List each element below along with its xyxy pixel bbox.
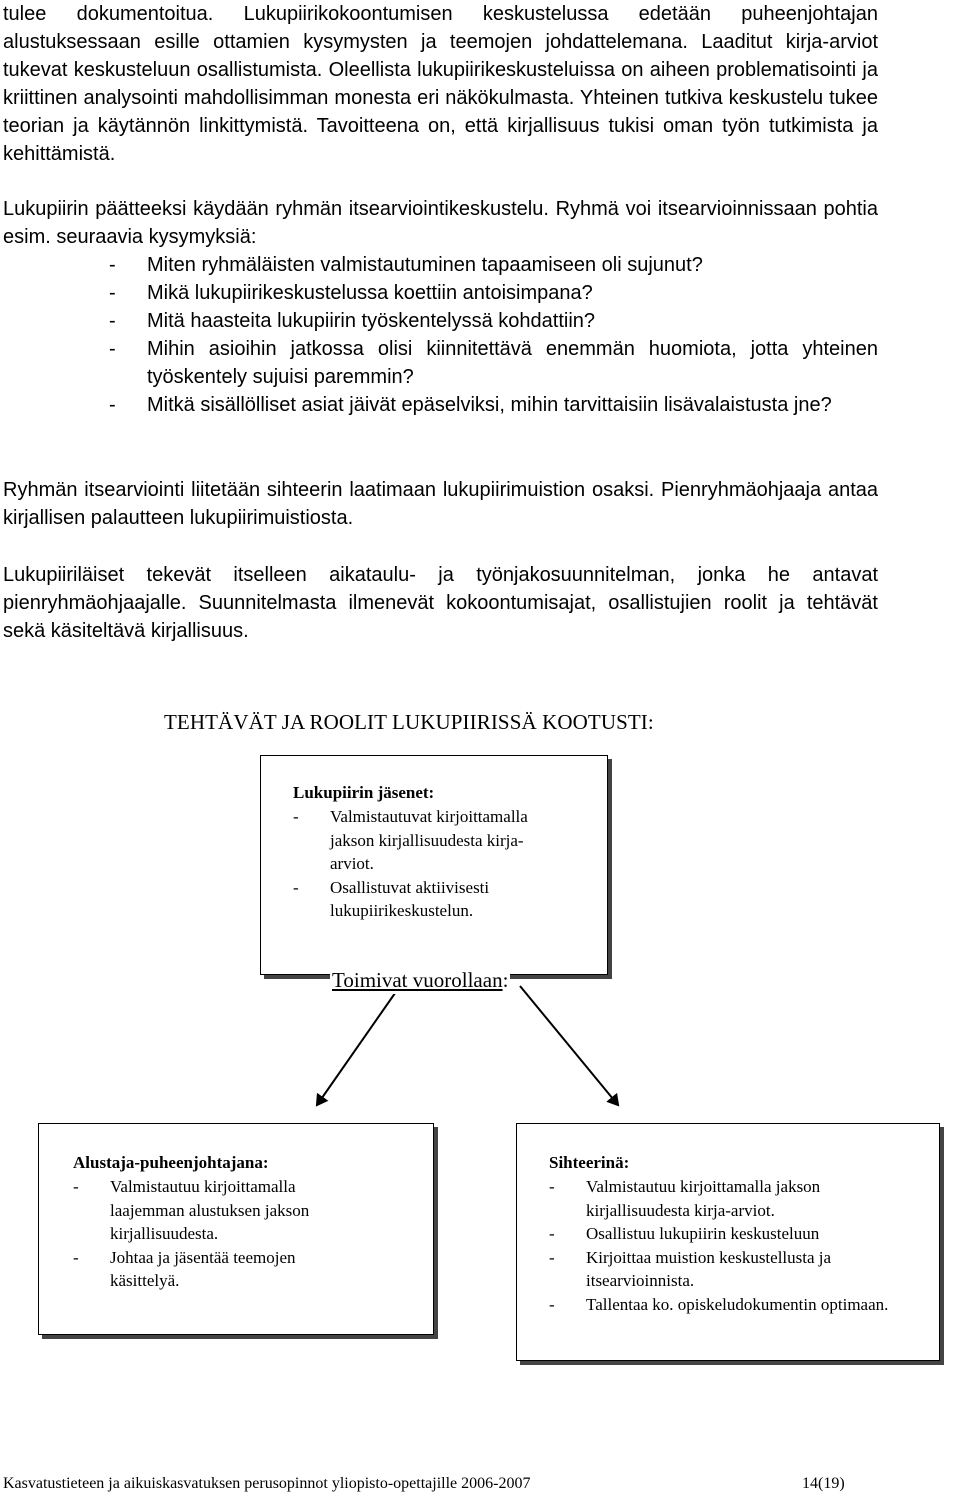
list-item bbox=[73, 1175, 363, 1246]
bullet-dash: - bbox=[109, 310, 116, 332]
members-box bbox=[260, 755, 608, 975]
bullet-dash: - bbox=[73, 1247, 79, 1267]
chair-list bbox=[73, 1175, 363, 1293]
bullet-dash: - bbox=[73, 1177, 79, 1196]
paragraph-text: Lukupiirin päätteeksi käydään ryhmän itsearviointikeskustelu. Ryhmä voi itsearvioinnissaan pohtia esim. seuraavia kysymyksiä: bbox=[3, 198, 878, 248]
list-item-text: Johtaa ja jäsentää teemojen käsittelyä. bbox=[110, 1247, 296, 1290]
bullet-dash: - bbox=[109, 282, 116, 304]
paragraph-text: Ryhmän itsearviointi liitetään sihteerin laatimaan lukupiirimuistion osaksi. Pienryhmäohjaaja antaa kirjallisen palautteen lukupiirimuistiosta. bbox=[3, 479, 878, 529]
arrow-to-chair bbox=[317, 986, 400, 1105]
list-item-text: Mitä haasteita lukupiirin työskentelyssä kohdattiin? bbox=[147, 310, 596, 332]
list-item-text: Kirjoittaa muistion keskustellusta ja itsearvioinnista. bbox=[586, 1247, 832, 1290]
list-item-text: Tallentaa ko. opiskeludokumentin optimaan. bbox=[586, 1294, 889, 1314]
footer-course: Kasvatustieteen ja aikuiskasvatuksen perusopinnot yliopisto-opettajille 2006-2007 bbox=[3, 1475, 531, 1492]
bullet-dash: - bbox=[549, 1177, 555, 1196]
list-item-text: Mikä lukupiirikeskustelussa koettiin antoisimpana? bbox=[147, 282, 593, 304]
list-item-text: Mihin asioihin jatkossa olisi kiinnitettävä enemmän huomiota, jotta yhteinen työskentely sujuisi paremmin? bbox=[147, 338, 878, 388]
list-item-text: Mitkä sisällölliset asiat jäivät epäselviksi, mihin tarvittaisiin lisävalaistusta jne? bbox=[147, 394, 832, 416]
secretary-box bbox=[516, 1123, 940, 1361]
secretary-list bbox=[549, 1175, 894, 1316]
list-item bbox=[549, 1246, 894, 1293]
paragraph-text: Lukupiiriläiset tekevät itselleen aikataulu- ja työnjakosuunnitelman, jonka he antavat pienryhmäohjaajalle. Suunnitelmasta ilmenevät kokoontumisajat, osallistujien roolit ja tehtävät sekä käsiteltävä kirjallisuus. bbox=[3, 564, 878, 642]
list-item-text: Miten ryhmäläisten valmistautuminen tapaamiseen oli sujunut? bbox=[147, 254, 703, 276]
bullet-dash: - bbox=[549, 1224, 555, 1243]
list-item bbox=[293, 876, 528, 923]
list-item bbox=[73, 1246, 363, 1293]
bullet-dash: - bbox=[549, 1294, 555, 1314]
list-item-text: Valmistautuu kirjoittamalla laajemman alustuksen jakson kirjallisuudesta. bbox=[110, 1177, 310, 1243]
chair-box bbox=[38, 1123, 434, 1335]
list-item bbox=[549, 1222, 894, 1246]
arrow-to-secretary bbox=[520, 986, 618, 1105]
secretary-title: Sihteerinä: bbox=[549, 1153, 630, 1172]
members-title: Lukupiirin jäsenet: bbox=[293, 783, 435, 802]
bullet-dash: - bbox=[549, 1247, 555, 1267]
bullet-dash: - bbox=[293, 877, 299, 897]
list-item bbox=[293, 805, 528, 876]
list-item bbox=[549, 1175, 894, 1222]
bullet-dash: - bbox=[109, 394, 116, 416]
footer-page-number: 14(19) bbox=[802, 1475, 845, 1492]
list-item-text: Valmistautuu kirjoittamalla jakson kirjallisuudesta kirja-arviot. bbox=[586, 1177, 821, 1220]
members-list bbox=[293, 805, 528, 923]
rotate-label-colon: : bbox=[502, 968, 509, 992]
bullet-dash: - bbox=[109, 338, 116, 360]
diagram-heading: TEHTÄVÄT JA ROOLIT LUKUPIIRISSÄ KOOTUSTI: bbox=[164, 710, 654, 734]
list-item-text: Osallistuu lukupiirin keskusteluun bbox=[586, 1224, 820, 1243]
list-item-text: Osallistuvat aktiivisesti lukupiirikeskustelun. bbox=[330, 877, 490, 920]
rotate-label bbox=[330, 966, 510, 994]
bullet-dash: - bbox=[109, 254, 116, 276]
paragraph-text: tulee dokumentoitua. Lukupiirikokoontumisen keskustelussa edetään puheenjohtajan alustuksessaan esille ottamien kysymysten ja teemojen johdattelemana. Laaditut kirja-arviot tukevat keskusteluun osallistumista. Oleellista lukupiirikeskusteluissa on aiheen problematisointi ja kriittinen analysointi mahdollisimman monesta eri näkökulmasta. Yhteinen tutkiva keskustelu tukee teorian ja käytännön linkittymistä. Tavoitteena on, että kirjallisuus tukisi oman työn tutkimista ja kehittämistä. bbox=[3, 3, 878, 165]
bullet-dash: - bbox=[293, 807, 299, 826]
list-item bbox=[549, 1293, 894, 1317]
chair-title: Alustaja-puheenjohtajana: bbox=[73, 1153, 269, 1172]
list-item-text: Valmistautuvat kirjoittamalla jakson kirjallisuudesta kirja-arviot. bbox=[330, 807, 528, 873]
rotate-label-text: Toimivat vuorollaan bbox=[332, 968, 503, 992]
